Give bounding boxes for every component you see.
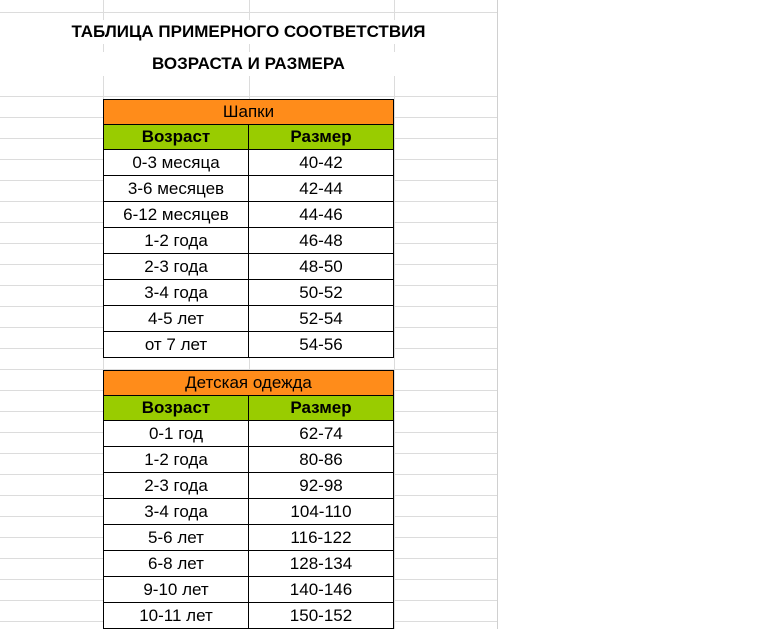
table-row [104,332,394,358]
age-cell: от 7 лет [104,332,249,358]
table-row [104,254,394,280]
age-cell: 10-11 лет [104,603,249,629]
age-cell: 3-4 года [104,499,249,525]
size-cell: 44-46 [249,202,394,228]
age-cell: 3-6 месяцев [104,176,249,202]
hats-size-table [103,99,394,358]
size-cell: 150-152 [249,603,394,629]
size-cell: 62-74 [249,421,394,447]
table-row [104,228,394,254]
age-cell: 3-4 года [104,280,249,306]
size-cell: 40-42 [249,150,394,176]
table-row [104,551,394,577]
table-row [104,499,394,525]
table-row [104,577,394,603]
age-cell: 6-12 месяцев [104,202,249,228]
age-cell: 2-3 года [104,254,249,280]
table-row [104,280,394,306]
table-body [104,150,394,358]
column-header-age: Возраст [104,396,249,421]
table-row [104,421,394,447]
column-header-age: Возраст [104,125,249,150]
age-cell: 2-3 года [104,473,249,499]
size-cell: 48-50 [249,254,394,280]
size-cell: 50-52 [249,280,394,306]
size-cell: 92-98 [249,473,394,499]
table-row [104,306,394,332]
table-row [104,603,394,629]
size-cell: 46-48 [249,228,394,254]
column-header-size: Размер [249,125,394,150]
age-cell: 1-2 года [104,228,249,254]
table-row [104,150,394,176]
age-cell: 4-5 лет [104,306,249,332]
size-cell: 52-54 [249,306,394,332]
table-row [104,525,394,551]
age-cell: 0-1 год [104,421,249,447]
table-row [104,473,394,499]
table-caption: Шапки [104,100,394,125]
table-row [104,176,394,202]
table-caption: Детская одежда [104,371,394,396]
page-title: ТАБЛИЦА ПРИМЕРНОГО СООТВЕТСТВИЯ [0,20,497,44]
age-cell: 0-3 месяца [104,150,249,176]
age-cell: 1-2 года [104,447,249,473]
size-cell: 42-44 [249,176,394,202]
kids-clothing-size-table [103,370,394,629]
size-cell: 80-86 [249,447,394,473]
size-cell: 116-122 [249,525,394,551]
age-cell: 5-6 лет [104,525,249,551]
size-cell: 104-110 [249,499,394,525]
size-cell: 140-146 [249,577,394,603]
age-cell: 6-8 лет [104,551,249,577]
size-cell: 128-134 [249,551,394,577]
column-header-size: Размер [249,396,394,421]
page-subtitle: ВОЗРАСТА И РАЗМЕРА [0,52,497,76]
size-cell: 54-56 [249,332,394,358]
table-row [104,447,394,473]
table-body [104,421,394,629]
grid-column-line [394,0,395,629]
table-row [104,202,394,228]
age-cell: 9-10 лет [104,577,249,603]
